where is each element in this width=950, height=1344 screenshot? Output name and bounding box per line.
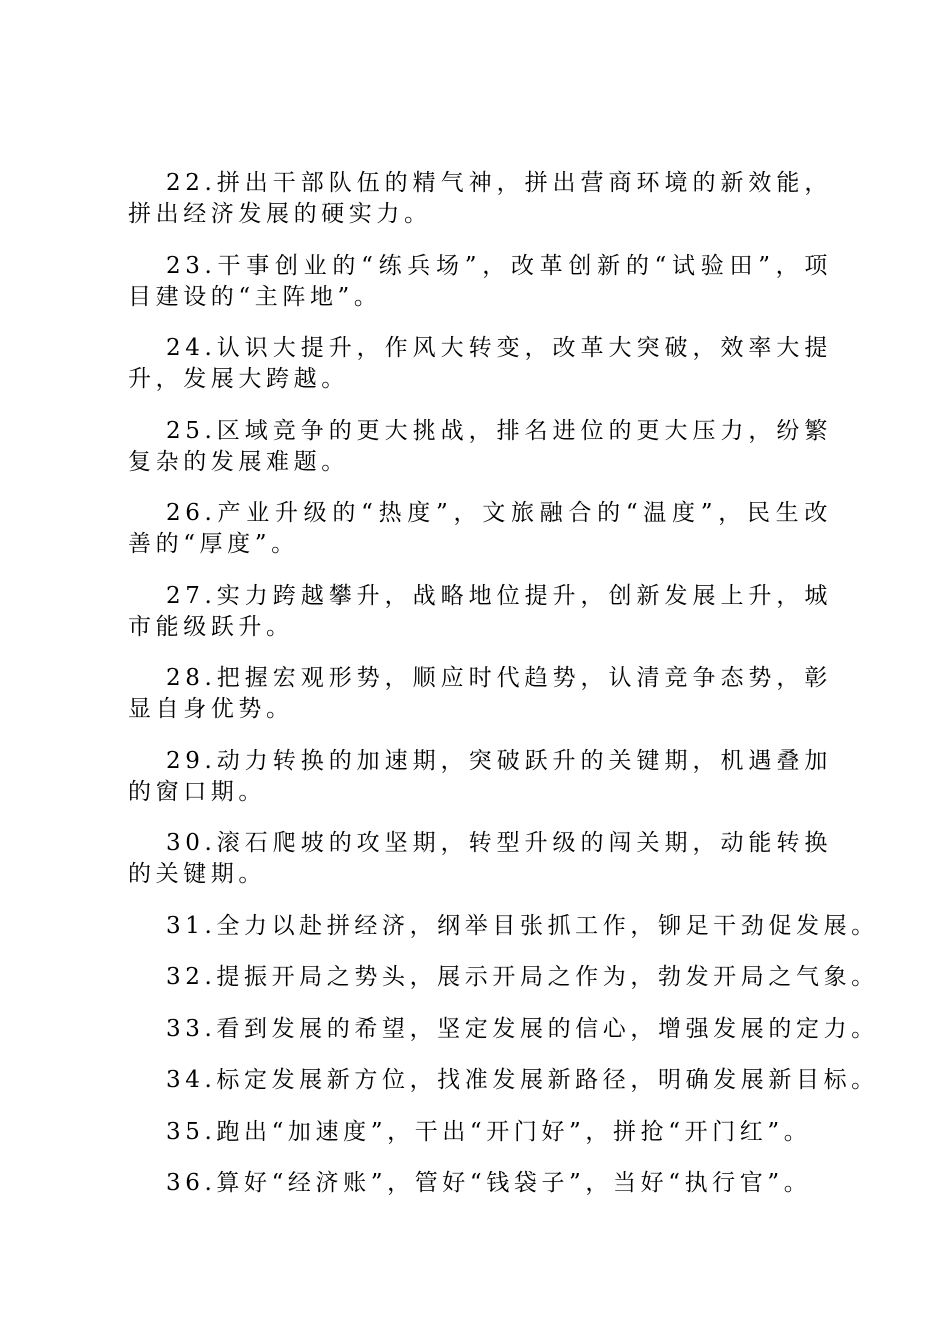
list-item: 32.提振开局之势头，展示开局之作为，勃发开局之气象。: [166, 964, 879, 990]
list-item: 28.把握宏观形势，顺应时代趋势，认清竞争态势，彰显自身优势。: [128, 665, 832, 722]
list-item: 35.跑出“加速度”，干出“开门好”，拼抢“开门红”。: [166, 1118, 812, 1145]
list-item: 33.看到发展的希望，坚定发展的信心，增强发展的定力。: [166, 1015, 879, 1042]
list-item: 26.产业升级的“热度”，文旅融合的“温度”，民生改善的“厚度”。: [128, 500, 832, 557]
list-item: 27.实力跨越攀升，战略地位提升，创新发展上升，城市能级跃升。: [128, 582, 832, 640]
list-item: 31.全力以赴拼经济，纲举目张抓工作，铆足干劲促发展。: [166, 912, 879, 939]
document-body: [128, 168, 879, 1220]
list-item: 25.区域竞争的更大挑战，排名进位的更大压力，纷繁复杂的发展难题。: [128, 417, 832, 475]
list-item: 30.滚石爬坡的攻坚期，转型升级的闯关期，动能转换的关键期。: [128, 830, 832, 887]
list-item: 34.标定发展新方位，找准发展新路径，明确发展新目标。: [166, 1067, 879, 1093]
list-item: 22.拼出干部队伍的精气神，拼出营商环境的新效能，拼出经济发展的硬实力。: [128, 170, 832, 227]
list-item: 29.动力转换的加速期，突破跃升的关键期，机遇叠加的窗口期。: [128, 747, 832, 805]
list-item: 36.算好“经济账”，管好“钱袋子”，当好“执行官”。: [166, 1170, 812, 1196]
list-item: 23.干事创业的“练兵场”，改革创新的“试验田”，项目建设的“主阵地”。: [128, 252, 832, 310]
list-item: 24.认识大提升，作风大转变，改革大突破，效率大提升，发展大跨越。: [128, 335, 832, 392]
